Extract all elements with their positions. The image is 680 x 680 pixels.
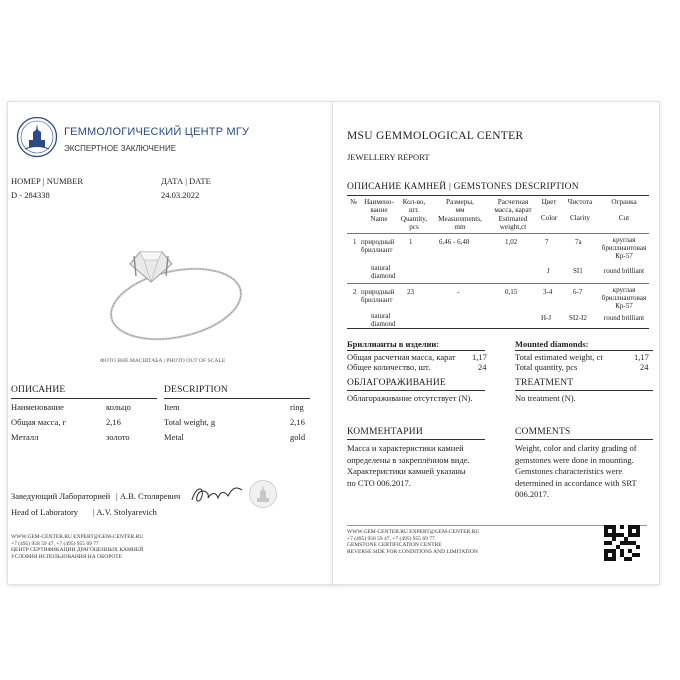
qr-code-icon [604, 525, 640, 561]
weight-value-en: 2,16 [290, 417, 305, 427]
metal-label-en: Metal [164, 432, 184, 442]
summary-ru-label: Общее количество, шт. [347, 362, 431, 372]
stone-size: 6,46 - 6,48 [439, 238, 470, 246]
stone-num: 2 [353, 288, 357, 296]
stone-clarity-en: SI1 [573, 267, 583, 275]
col-size-line: mm [454, 223, 466, 232]
english-report-page [333, 102, 659, 584]
col-weight-line: Estimated [498, 214, 528, 223]
russian-report-page [8, 102, 334, 584]
description-en-title: DESCRIPTION [164, 385, 228, 395]
comment-line: Gemstones characteristics were [515, 466, 623, 476]
stone-color-ru: 7 [545, 238, 549, 246]
summary-ru-label: Общая расчетная масса, карат [347, 352, 456, 362]
comment-line: Масса и характеристики камней [347, 443, 464, 453]
col-color-line: Color [540, 214, 558, 223]
report-subtitle: JEWELLERY REPORT [347, 152, 430, 162]
stone-name-ru-line: бриллиант [361, 246, 393, 255]
footer-line: REVERSE SIDE FOR CONDITIONS AND LIMITATION [347, 548, 478, 555]
col-weight [488, 198, 538, 232]
col-qty-line: pcs [409, 223, 419, 232]
stone-cut-ru-line: Кр-57 [615, 302, 633, 311]
col-color [536, 198, 562, 223]
gemstones-section-title: ОПИСАНИЕ КАМНЕЙ | GEMSTONES DESCRIPTION [347, 182, 579, 192]
col-clarity [563, 198, 597, 223]
head-title-ru: Заведующий Лабораторией [11, 491, 111, 501]
stone-color-en: H-J [541, 314, 552, 322]
stone-color-ru: 3-4 [543, 288, 553, 296]
col-color-line: Цвет [541, 198, 557, 206]
signature [188, 482, 246, 508]
summary-ru-value: 1,17 [472, 352, 487, 362]
stone-clarity-ru: 6-7 [573, 288, 583, 296]
description-ru-title: ОПИСАНИЕ [11, 385, 66, 395]
summary-ru-title: Бриллианты в изделии: [347, 339, 440, 349]
stone-name-ru-line: бриллиант [361, 296, 393, 305]
summary-en-value: 1,17 [634, 352, 649, 362]
comment-line: по СТО 006.2017. [347, 477, 411, 488]
report-title: MSU GEMMOLOGICAL CENTER [347, 130, 524, 142]
stone-qty: 23 [407, 288, 414, 296]
number-value: D - 284338 [11, 190, 50, 200]
comment-line: определены в закреплённом виде. [347, 454, 470, 465]
col-weight-line: weight,ct [499, 223, 527, 232]
metal-label-ru: Металл [11, 432, 39, 442]
comments-en-title: COMMENTS [515, 427, 571, 437]
date-label: ДАТА | DATE [161, 176, 211, 186]
col-cut-line: Cut [618, 214, 630, 223]
weight-label-ru: Общая масса, г [11, 417, 67, 427]
footer-line: +7 (495) 958 59 47, +7 (495) 955 69 77 [347, 535, 435, 542]
item-label-ru: Наименование [11, 402, 64, 412]
col-cut-line: Огранка [611, 198, 637, 206]
item-value-en: ring [290, 402, 304, 412]
item-value-ru: кольцо [106, 402, 131, 412]
col-size [433, 198, 487, 232]
stone-name-en-line: natural [371, 312, 391, 320]
treatment-ru-title: ОБЛАГОРАЖИВАНИЕ [347, 378, 446, 388]
comment-line: Характеристики камней указаны [347, 466, 466, 476]
photo-caption: ФОТО ВНЕ МАСШТАБА | PHOTO OUT OF SCALE [100, 358, 226, 364]
stone-name-en [371, 264, 396, 280]
head-name-en: | A.V. Stolyarevich [93, 507, 157, 517]
stone-cut-ru-line: круглая [612, 286, 636, 294]
center-title-ru: ГЕММОЛОГИЧЕСКИЙ ЦЕНТР МГУ [64, 126, 250, 138]
col-qty-line: шт. [409, 206, 419, 215]
stone-name-ru [361, 238, 395, 254]
col-name-line: вание [370, 206, 388, 215]
col-size-line: Measurements, [438, 214, 482, 223]
stone-num: 1 [353, 238, 357, 246]
stone-name-en [371, 312, 396, 328]
col-weight-line: масса, карат [494, 206, 532, 215]
col-qty-line: Кол-во, [402, 198, 426, 206]
stone-name-en-line: natural [371, 264, 391, 272]
stone-cut-en: round brilliant [603, 267, 645, 275]
summary-en-label: Total estimated weight, ct [515, 352, 603, 362]
col-clarity-line: Чистота [567, 198, 593, 206]
metal-value-ru: золото [106, 432, 130, 442]
col-size-line: мм [455, 206, 465, 215]
report-subtitle-ru: ЭКСПЕРТНОЕ ЗАКЛЮЧЕНИЕ [64, 144, 177, 153]
item-label-en: Item [164, 402, 180, 412]
col-size-line: Размеры, [446, 198, 474, 206]
comment-line: gemstones were done in mounting. [515, 454, 634, 465]
stone-color-en: J [547, 267, 550, 275]
treatment-en-title: TREATMENT [515, 378, 574, 388]
stone-cut-ru-line: бриллиантовая [601, 294, 647, 303]
stone-cut-ru-line: Кр-57 [615, 252, 633, 261]
left-footer [11, 534, 143, 560]
comment-line: Weight, color and clarity grading of [515, 443, 637, 453]
col-qty [397, 198, 431, 232]
summary-en-value: 24 [640, 362, 649, 372]
metal-value-en: gold [290, 432, 306, 442]
summary-en-title: Mounted diamonds: [515, 339, 589, 349]
comments-ru-title: КОММЕНТАРИИ [347, 427, 423, 437]
summary-en-label: Total quantity, pcs [515, 362, 578, 372]
col-qty-line: Quantity, [400, 214, 428, 223]
footer-line: GEMSTONE CERTIFICATION CENTRE [347, 542, 442, 549]
footer-line: ЦЕНТР СЕРТИФИКАЦИИ ДРАГОЦЕННЫХ КАМНЕЙ [11, 547, 144, 554]
footer-line: WWW.GEM-CENTER.RU EXPERT@GEM-CENTER.RU [11, 534, 144, 540]
stone-name-ru [361, 288, 395, 304]
stone-qty: 1 [409, 238, 413, 246]
stone-clarity-ru: 7а [575, 238, 582, 246]
right-footer [347, 529, 479, 555]
col-num: № [350, 198, 357, 206]
col-name-line: Наимено- [364, 198, 394, 206]
col-weight-line: Расчетная [497, 198, 529, 206]
stone-cut-ru-line: бриллиантовая [601, 244, 647, 253]
stone-clarity-en: SI2-I2 [569, 314, 587, 322]
stone-cut-ru [599, 286, 649, 311]
weight-value-ru: 2,16 [106, 417, 121, 427]
col-cut [599, 198, 649, 223]
weight-label-en: Total weight, g [164, 417, 216, 427]
head-title-en: Head of Laboratory [11, 507, 79, 517]
stone-name-ru-line: природный [361, 288, 395, 296]
head-name-ru: | А.В. Столяревич [116, 491, 181, 501]
msu-emblem-icon [16, 116, 58, 158]
treatment-ru-text: Облагораживание отсутствует (N). [347, 393, 473, 403]
comment-line: determined in accordance with SRT [515, 477, 637, 488]
footer-line: УСЛОВИЯ ИСПОЛЬЗОВАНИЯ НА ОБОРОТЕ [11, 553, 123, 560]
stone-name-en-line: diamond [371, 272, 396, 281]
footer-line: WWW.GEM-CENTER.RU EXPERT@GEM-CENTER.RU [347, 529, 480, 535]
treatment-en-text: No treatment (N). [515, 393, 576, 403]
comments-ru-text [347, 443, 470, 489]
stone-name-ru-line: природный [361, 238, 395, 246]
stone-cut-en: round brilliant [603, 314, 645, 322]
comment-line: 006.2017. [515, 489, 549, 499]
diamond-ring-photo [100, 242, 250, 352]
col-clarity-line: Clarity [570, 214, 590, 223]
number-label: НОМЕР | NUMBER [11, 176, 84, 186]
stone-cut-ru-line: круглая [612, 236, 636, 244]
col-name [361, 198, 397, 223]
comments-en-text [515, 443, 637, 501]
stone-weight: 0,15 [505, 288, 518, 296]
stone-cut-ru [599, 236, 649, 261]
hologram-seal-icon [248, 479, 278, 509]
stone-size: - [457, 288, 460, 296]
date-value: 24.03.2022 [161, 190, 200, 200]
footer-line: +7 (495) 958 59 47, +7 (495) 955 69 77 [11, 540, 99, 547]
summary-ru-value: 24 [478, 362, 487, 372]
col-name-line: Name [370, 214, 388, 223]
stone-weight: 1,02 [505, 238, 518, 246]
stone-name-en-line: diamond [371, 320, 396, 329]
